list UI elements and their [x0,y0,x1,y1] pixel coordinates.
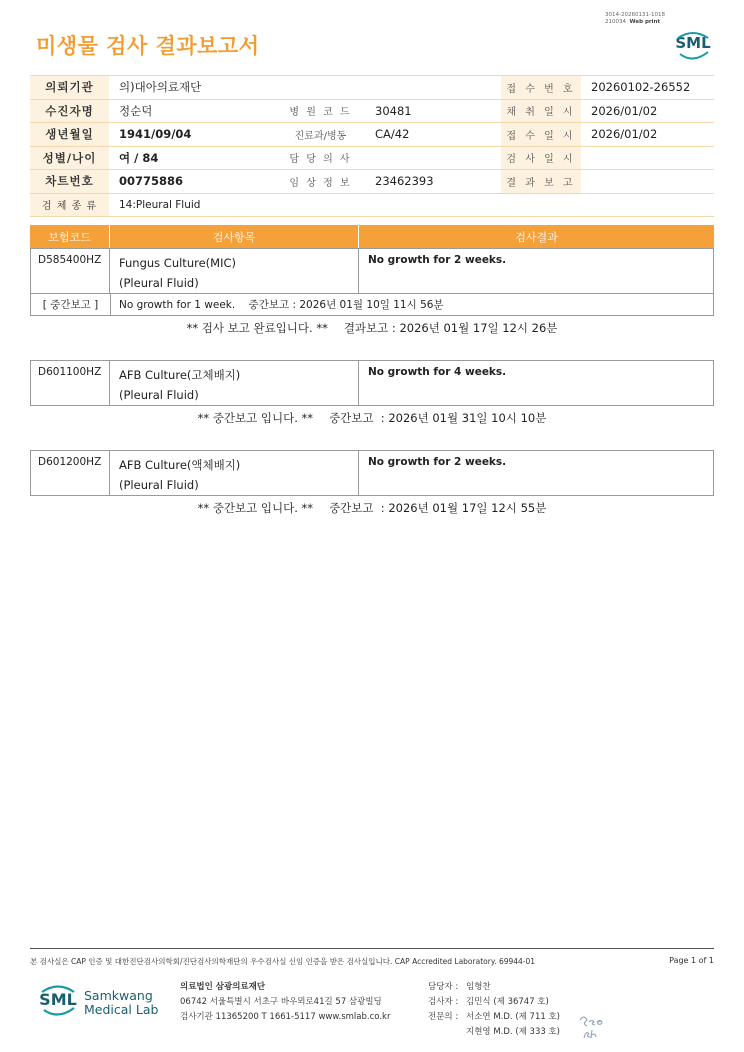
print-code-id: 210034 [605,19,626,25]
patient-row [30,146,714,170]
label-report: 결 과 보 고 [501,170,581,194]
interim-text: No growth for 1 week. 중간보고 : 2026년 01월 10일 11시 56분 [119,298,444,311]
value-specimen: 14:Pleural Fluid [109,193,714,217]
interim-report-row [30,293,714,316]
value-dept: CA/42 [365,123,501,147]
org-address: 06742 서울특별시 서초구 바우뫼로41길 57 삼광빌딩 [180,997,382,1007]
sml-footer-logo-icon [36,980,80,1020]
staff-name: 임형찬 [466,982,491,992]
value-institution: 의)대아의료재단 [109,76,501,100]
value-patient-name: 정순덕 [109,99,276,123]
staff-role: 검사자 : [428,997,459,1007]
value-hosp-code: 30481 [365,99,501,123]
label-clinical: 임 상 정 보 [276,170,365,194]
test-row [30,450,714,496]
interim-label: [ 중간보고 ] [31,293,111,315]
value-chart-no: 00775886 [109,170,276,194]
staff-role: 담당자 : [428,982,459,992]
staff-name: 김민식 (제 36747 호) [466,997,549,1007]
test-result: No growth for 2 weeks. [368,254,507,266]
test-code: D601100HZ [31,361,110,405]
value-doctor [365,146,501,170]
test-note [0,320,744,336]
staff-row [428,1010,560,1025]
label-dept: 진료과/병동 [276,123,365,147]
footer-divider [30,948,714,949]
report-title: 미생물 검사 결과보고서 [36,34,260,58]
test-name: Fungus Culture(MIC) [119,256,236,270]
patient-row [30,170,714,194]
staff-name: 지현영 M.D. (제 333 호) [466,1027,561,1037]
patient-info-table [30,75,714,217]
label-birth: 생년월일 [30,123,109,147]
print-code [605,12,665,26]
patient-row [30,193,714,217]
test-item [111,249,359,293]
header-code: 보험코드 [30,225,110,248]
value-receive-date: 2026/01/02 [581,123,714,147]
test-specimen: (Pleural Fluid) [119,388,199,402]
test-item [111,361,359,405]
header-item: 검사항목 [110,225,359,248]
staff-list [428,980,560,1040]
patient-row [30,76,714,100]
label-test-date: 검 사 일 시 [501,146,581,170]
value-birth: 1941/09/04 [109,123,276,147]
results-header [30,225,714,248]
label-hosp-code: 병 원 코 드 [276,99,365,123]
value-clinical: 23462393 [365,170,501,194]
staff-name: 서소연 M.D. (제 711 호) [466,1012,561,1022]
label-collect-date: 채 취 일 시 [501,99,581,123]
org-contact: 검사기관 11365200 T 1661-5117 www.smlab.co.kr [180,1012,391,1022]
note-report-time: 중간보고 : 2026년 01월 17일 12시 55분 [329,501,547,515]
sml-logo-text: SML [675,34,711,52]
test-code: D585400HZ [31,249,110,293]
brand-name-line1: Samkwang [84,988,153,1003]
value-sex-age: 여 / 84 [109,146,276,170]
print-code-label: Web print [629,19,661,25]
org-name: 의료법인 삼광의료재단 [180,982,266,992]
test-specimen: (Pleural Fluid) [119,478,199,492]
brand-name [84,989,158,1017]
test-note [0,410,744,426]
label-institution: 의뢰기관 [30,76,109,100]
label-sex-age: 성별/나이 [30,146,109,170]
value-reception-no: 20260102-26552 [581,76,714,100]
sml-logo-icon [672,28,714,64]
label-doctor: 담 당 의 사 [276,146,365,170]
test-row [30,248,714,294]
test-item [111,451,359,495]
staff-row [428,980,560,995]
value-collect-date: 2026/01/02 [581,99,714,123]
staff-row [428,1025,560,1040]
page-number: Page 1 of 1 [669,956,714,965]
note-status: ** 중간보고 입니다. ** [197,501,314,515]
label-chart-no: 차트번호 [30,170,109,194]
org-info [180,980,390,1025]
sml-footer-logo-text: SML [39,990,77,1009]
note-status: ** 검사 보고 완료입니다. ** [186,321,328,335]
label-specimen: 검 체 종 류 [30,193,109,217]
test-result: No growth for 2 weeks. [368,456,507,468]
staff-row [428,995,560,1010]
value-test-date [581,146,714,170]
header-result: 검사결과 [515,230,558,244]
test-name: AFB Culture(고체배지) [119,368,241,382]
label-patient-name: 수진자명 [30,99,109,123]
test-name: AFB Culture(액체배지) [119,458,241,472]
print-code-line1: 3014-20260131-1018 [605,12,665,18]
patient-row [30,99,714,123]
patient-row [30,123,714,147]
footer-certification: 본 검사실은 CAP 인증 및 대한진단검사의학회/진단검사의학재단의 우수검사실 신임 인증을 받은 검사실입니다. CAP Accredited Laboratory. 69944-01 [30,957,536,966]
brand-name-line2: Medical Lab [84,1002,159,1017]
test-result: No growth for 4 weeks. [368,366,507,378]
signature-icon [576,1008,610,1042]
test-row [30,360,714,406]
label-reception-no: 접 수 번 호 [501,76,581,100]
label-receive-date: 접 수 일 시 [501,123,581,147]
value-report [581,170,714,194]
note-report-time: 결과보고 : 2026년 01월 17일 12시 26분 [343,321,558,335]
staff-role: 전문의 : [428,1012,459,1022]
test-note [0,500,744,516]
note-report-time: 중간보고 : 2026년 01월 31일 10시 10분 [329,411,547,425]
note-status: ** 중간보고 입니다. ** [197,411,314,425]
test-code: D601200HZ [31,451,110,495]
test-specimen: (Pleural Fluid) [119,276,199,290]
